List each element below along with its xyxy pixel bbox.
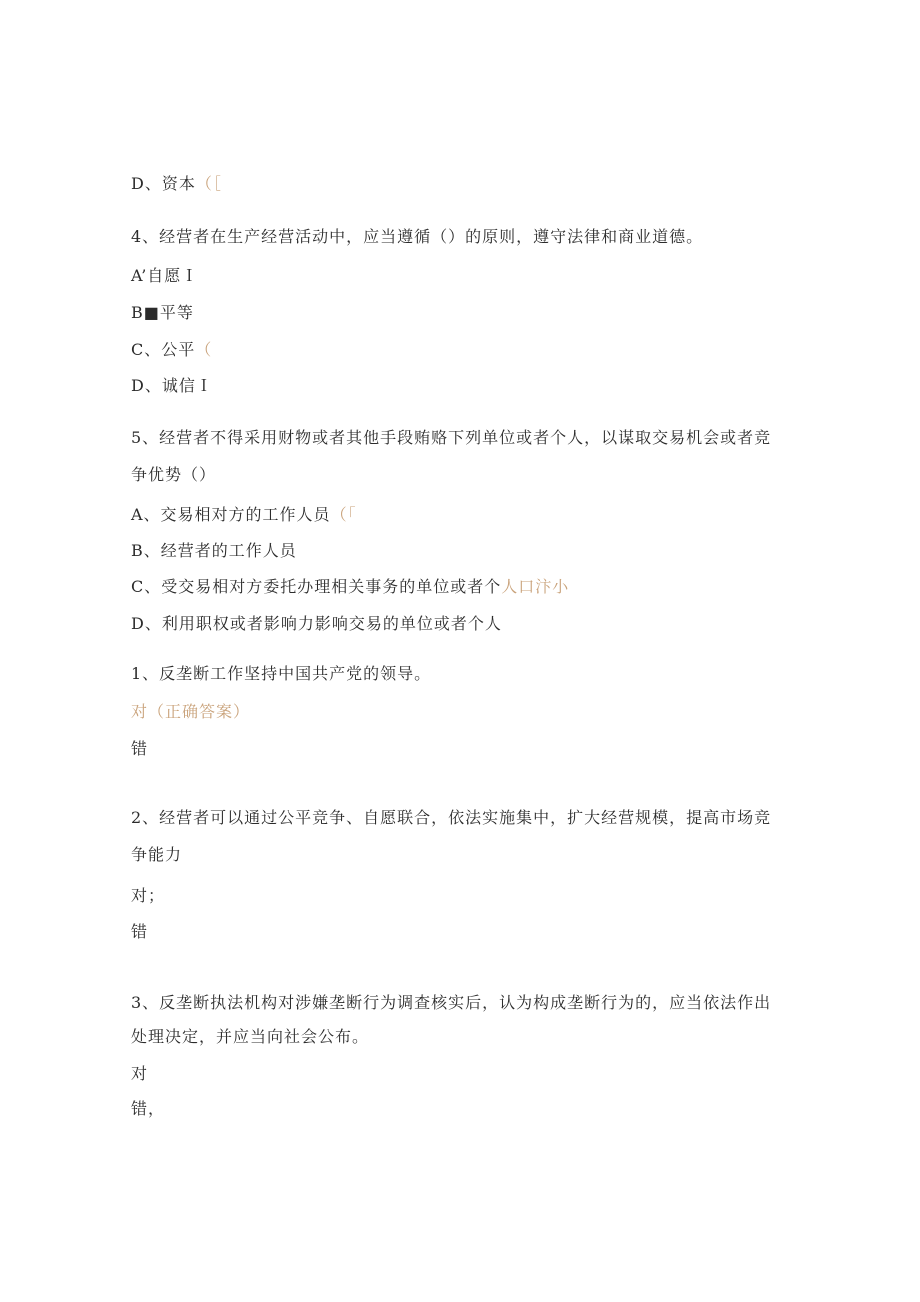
highlight-mark: （「	[330, 505, 357, 524]
question-5-line-1: 5、经营者不得采用财物或者其他手段贿赂下列单位或者个人，以谋取交易机会或者竞	[131, 428, 772, 447]
question-5-line-2: 争优势（）	[131, 465, 217, 484]
highlight-mark: 人口汴小	[501, 577, 570, 596]
tf-question-3-line-1: 3、反垄断执法机构对涉嫌垄断行为调查核实后，认为构成垄断行为的，应当依法作出	[131, 993, 772, 1012]
highlight-mark: （	[195, 340, 213, 359]
tf-2-answer-true: 对；	[131, 886, 166, 905]
option-5b: B、经营者的工作人员	[131, 541, 297, 560]
tf-1-answer-false: 错	[131, 739, 149, 758]
option-5c: C、受交易相对方委托办理相关事务的单位或者个人口汴小	[131, 577, 570, 596]
question-4: 4、经营者在生产经营活动中，应当遵循（）的原则，遵守法律和商业道德。	[131, 227, 704, 246]
option-4d: D、诚信Ｉ	[131, 376, 213, 395]
tf-3-answer-true: 对	[131, 1064, 149, 1083]
option-5d: D、利用职权或者影响力影响交易的单位或者个人	[131, 614, 502, 633]
tf-question-2-line-2: 争能力	[131, 845, 183, 864]
tf-1-answer-true: 对（正确答案）	[131, 702, 251, 721]
option-d-capital: D、资本（［	[131, 174, 222, 193]
tf-question-2-line-1: 2、经营者可以通过公平竞争、自愿联合，依法实施集中，扩大经营规模，提高市场竞	[131, 808, 772, 827]
tf-2-answer-false: 错	[131, 922, 149, 941]
option-5a: A、交易相对方的工作人员（「	[131, 505, 357, 524]
option-4b: B■平等	[131, 303, 194, 322]
tf-3-answer-false: 错，	[131, 1099, 166, 1118]
highlight-mark: （［	[195, 174, 222, 193]
tf-question-3-line-2: 处理决定，并应当向社会公布。	[131, 1027, 370, 1046]
tf-question-1: 1、反垄断工作坚持中国共产党的领导。	[131, 664, 432, 683]
correct-answer-mark: （正确答案）	[148, 702, 251, 721]
option-4a: A’自愿Ｉ	[131, 266, 199, 285]
option-4c: C、公平（	[131, 340, 213, 359]
